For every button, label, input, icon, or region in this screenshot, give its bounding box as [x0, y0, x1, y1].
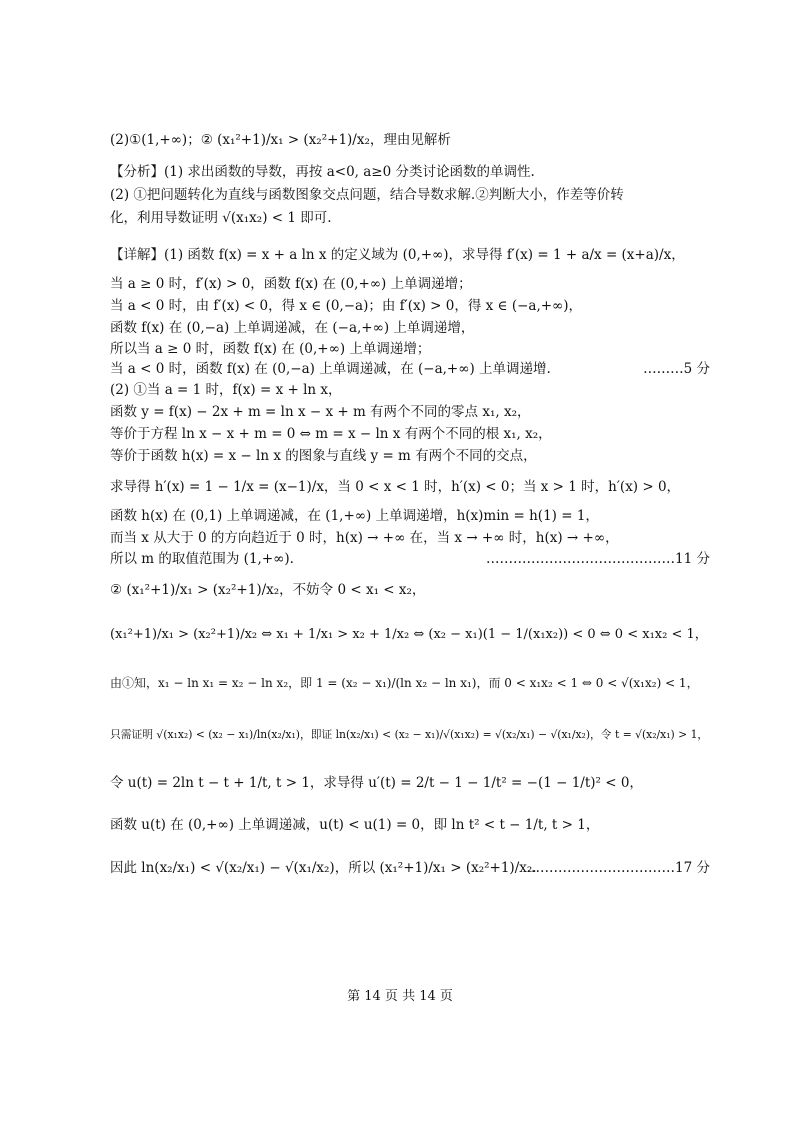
answer-line: (2)①(1,+∞)；② (x₁²+1)/x₁ > (x₂²+1)/x₂，理由见解析: [110, 132, 451, 148]
detail-line-13: 而当 x 从大于 0 的方向趋近于 0 时，h(x) → +∞ 在，当 x → +∞ 时，h(x) → +∞，: [110, 530, 619, 546]
detail-line-19: 令 u(t) = 2ln t − t + 1/t, t > 1，求导得 u′(t) = 2/t − 1 − 1/t² = −(1 − 1/t)² < 0，: [110, 775, 643, 791]
detail-line-7: (2) ①当 a = 1 时，f(x) = x + ln x，: [110, 382, 342, 398]
detail-line-1: 【详解】(1) 函数 f(x) = x + a ln x 的定义域为 (0,+∞)，求导得 f′(x) = 1 + a/x = (x+a)/x，: [110, 247, 685, 263]
detail-line-11: 求导得 h′(x) = 1 − 1/x = (x−1)/x，当 0 < x < 1 时，h′(x) < 0；当 x > 1 时，h′(x) > 0，: [110, 479, 681, 495]
detail-line-8: 函数 y = f(x) − 2x + m = ln x − x + m 有两个不同的零点 x₁, x₂，: [110, 404, 531, 420]
detail-line-2: 当 a ≥ 0 时，f′(x) > 0，函数 f(x) 在 (0,+∞) 上单调递增；: [110, 276, 472, 292]
detail-line-20: 函数 u(t) 在 (0,+∞) 上单调递减，u(t) < u(1) = 0，即 ln t² < t − 1/t, t > 1，: [110, 817, 600, 833]
detail-line-14: 所以 m 的取值范围为 (1,+∞). ……………………………………11 分: [110, 551, 710, 567]
detail-line-10: 等价于函数 h(x) = x − ln x 的图象与直线 y = m 有两个不同的交点，: [110, 448, 537, 464]
analysis-line-2: (2) ①把问题转化为直线与函数图象交点问题，结合导数求解.②判断大小，作差等价转: [110, 187, 624, 203]
detail-line-21: 因此 ln(x₂/x₁) < √(x₂/x₁) − √(x₁/x₂)，所以 (x₁²+1)/x₁ > (x₂²+1)/x₂. ……………………………17 分: [110, 860, 710, 876]
detail-line-12: 函数 h(x) 在 (0,1) 上单调递减，在 (1,+∞) 上单调递增，h(x)min = h(1) = 1，: [110, 508, 599, 524]
detail-line-6: 当 a < 0 时，函数 f(x) 在 (0,−a) 上单调递减，在 (−a,+∞) 上单调递增. ………5 分: [110, 361, 710, 377]
detail-line-16: (x₁²+1)/x₁ > (x₂²+1)/x₂ ⇔ x₁ + 1/x₁ > x₂ + 1/x₂ ⇔ (x₂ − x₁)(1 − 1/(x₁x₂)) < 0 ⇔ 0 < x₁x₂ < 1，: [110, 627, 708, 642]
detail-line-3: 当 a < 0 时，由 f′(x) < 0，得 x ∈ (0,−a)；由 f′(x) > 0，得 x ∈ (−a,+∞)，: [110, 298, 583, 314]
analysis-line-1: 【分析】(1) 求出函数的导数，再按 a<0, a≥0 分类讨论函数的单调性.: [110, 164, 535, 180]
detail-line-15: ② (x₁²+1)/x₁ > (x₂²+1)/x₂，不妨令 0 < x₁ < x₂，: [110, 582, 426, 598]
detail-line-5: 所以当 a ≥ 0 时，函数 f(x) 在 (0,+∞) 上单调递增；: [110, 341, 431, 357]
detail-line-4: 函数 f(x) 在 (0,−a) 上单调递减，在 (−a,+∞) 上单调递增，: [110, 320, 475, 336]
detail-line-18: 只需证明 √(x₁x₂) < (x₂ − x₁)/ln(x₂/x₁)，即证 ln(x₂/x₁) < (x₂ − x₁)/√(x₁x₂) = √(x₂/x₁) − √(x₁/x₂)，令 t = √(x₂/x₁) > 1，: [110, 728, 709, 741]
detail-line-9: 等价于方程 ln x − x + m = 0 ⇔ m = x − ln x 有两个不同的根 x₁, x₂，: [110, 426, 552, 442]
detail-line-17: 由①知，x₁ − ln x₁ = x₂ − ln x₂，即 1 = (x₂ − x₁)/(ln x₂ − ln x₁)，而 0 < x₁x₂ < 1 ⇔ 0 < √(x₁x₂) < 1，: [110, 676, 699, 690]
page-footer: 第 14 页 共 14 页: [347, 989, 453, 1004]
analysis-line-3: 化，利用导数证明 √(x₁x₂) < 1 即可.: [110, 210, 332, 226]
